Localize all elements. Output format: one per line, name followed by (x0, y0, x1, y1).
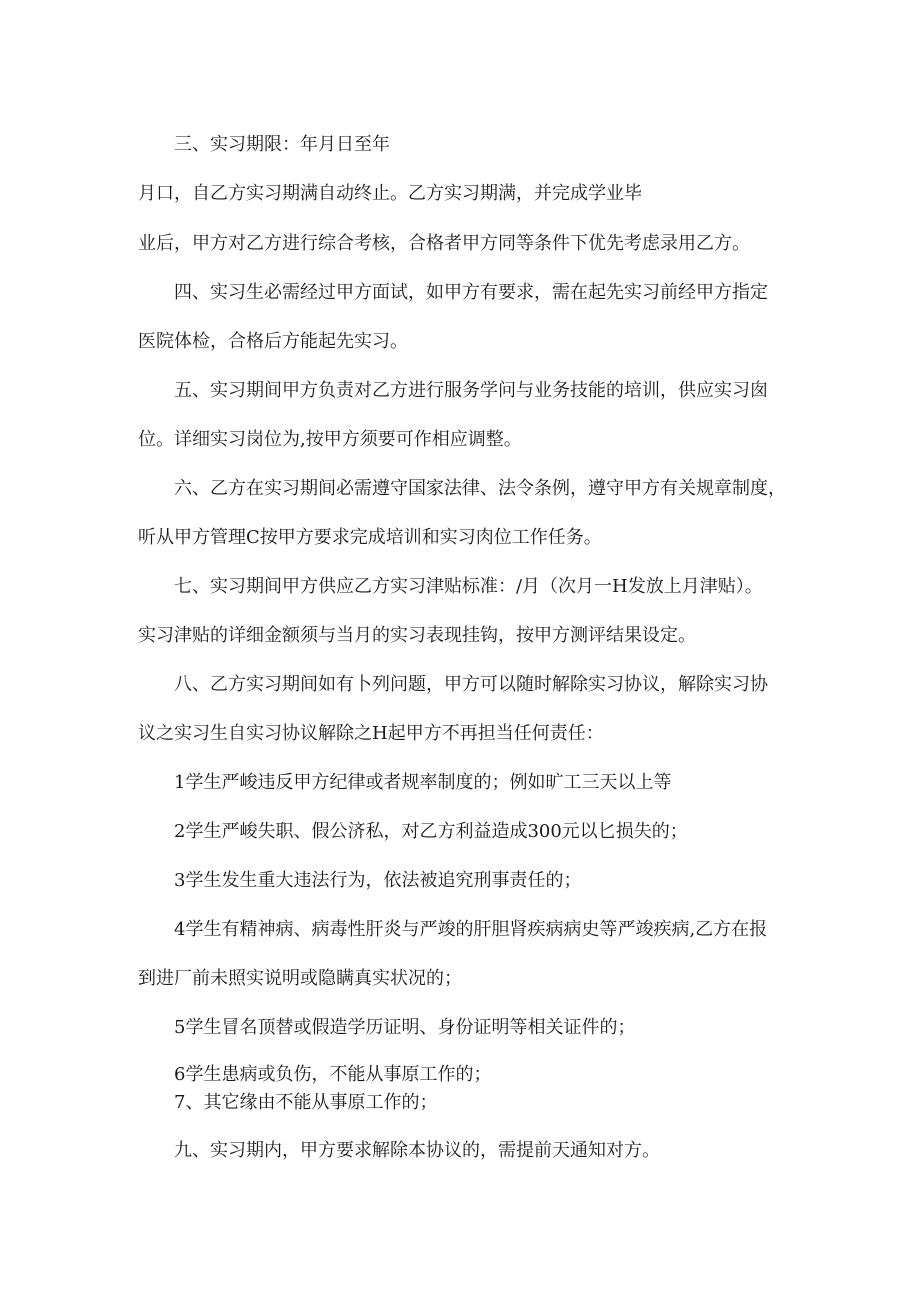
item-4-line-2: 到进厂前未照实说明或隐瞒真实状况的； (138, 968, 462, 989)
clause-9: 九、实习期内，甲方要求解除本协议的，需提前天通知对方。 (174, 1140, 660, 1161)
item-5: 5学生冒名顶替或假造学历证明、身份证明等相关证件的； (174, 1017, 636, 1038)
clause-7-line-1: 七、实习期间甲方供应乙方实习津贴标准：/月（次月一H发放上月津贴）。 (174, 576, 763, 597)
item-2: 2学生严峻失职、假公济私，对乙方利益造成300元以匕损失的； (174, 821, 688, 842)
item-1: 1学生严峻违反甲方纪律或者规率制度的；例如旷工三天以上等 (174, 772, 672, 793)
clause-5-line-1: 五、实习期间甲方负责对乙方进行服务学问与业务技能的培训，供应实习囱 (174, 380, 768, 401)
clause-4-line-2: 医院体检，合格后方能起先实习。 (138, 331, 408, 352)
clause-5-line-2: 位。详细实习岗位为,按甲方须要可作相应调整。 (138, 429, 522, 450)
clause-6-line-1: 六、乙方在实习期间必需遵守国家法律、法令条例，遵守甲方有关规章制度， (174, 478, 786, 499)
clause-3-line-2: 月口，自乙方实习期满自动终止。乙方实习期满，并完成学业毕 (138, 183, 642, 204)
clause-8-line-1: 八、乙方实习期间如有卜列问题，甲方可以随时解除实习协议，解除实习协 (174, 674, 768, 695)
item-7: 7、其它缘由不能从事原工作的； (174, 1092, 438, 1113)
clause-6-line-2: 听从甲方管理C按甲方要求完成培训和实习肉位工作任务。 (138, 527, 602, 548)
clause-3-line-3: 业后，甲方对乙方进行综合考核，合格者甲方同等条件下优先考虑录用乙方。 (138, 233, 750, 254)
clause-3-line-1: 三、实习期限：年月日至年 (174, 134, 390, 155)
clause-4-line-1: 四、实习生必需经过甲方面试，如甲方有要求，需在起先实习前经甲方指定 (174, 282, 768, 303)
item-3: 3学生发生重大违法行为，依法被追究刑事责任的； (174, 870, 582, 891)
item-4-line-1: 4学生有精神病、病毒性肝炎与严竣的肝胆肾疾病病史等严竣疾病,乙方在报 (174, 919, 768, 940)
clause-7-line-2: 实习津贴的详细金额须与当月的实习表现挂钩，按甲方测评结果设定。 (138, 625, 696, 646)
clause-8-line-2: 议之实习生自实习协议解除之H起甲方不再担当任何责任： (138, 723, 604, 744)
item-6: 6学生患病或负伤，不能从事原工作的； (174, 1064, 492, 1085)
